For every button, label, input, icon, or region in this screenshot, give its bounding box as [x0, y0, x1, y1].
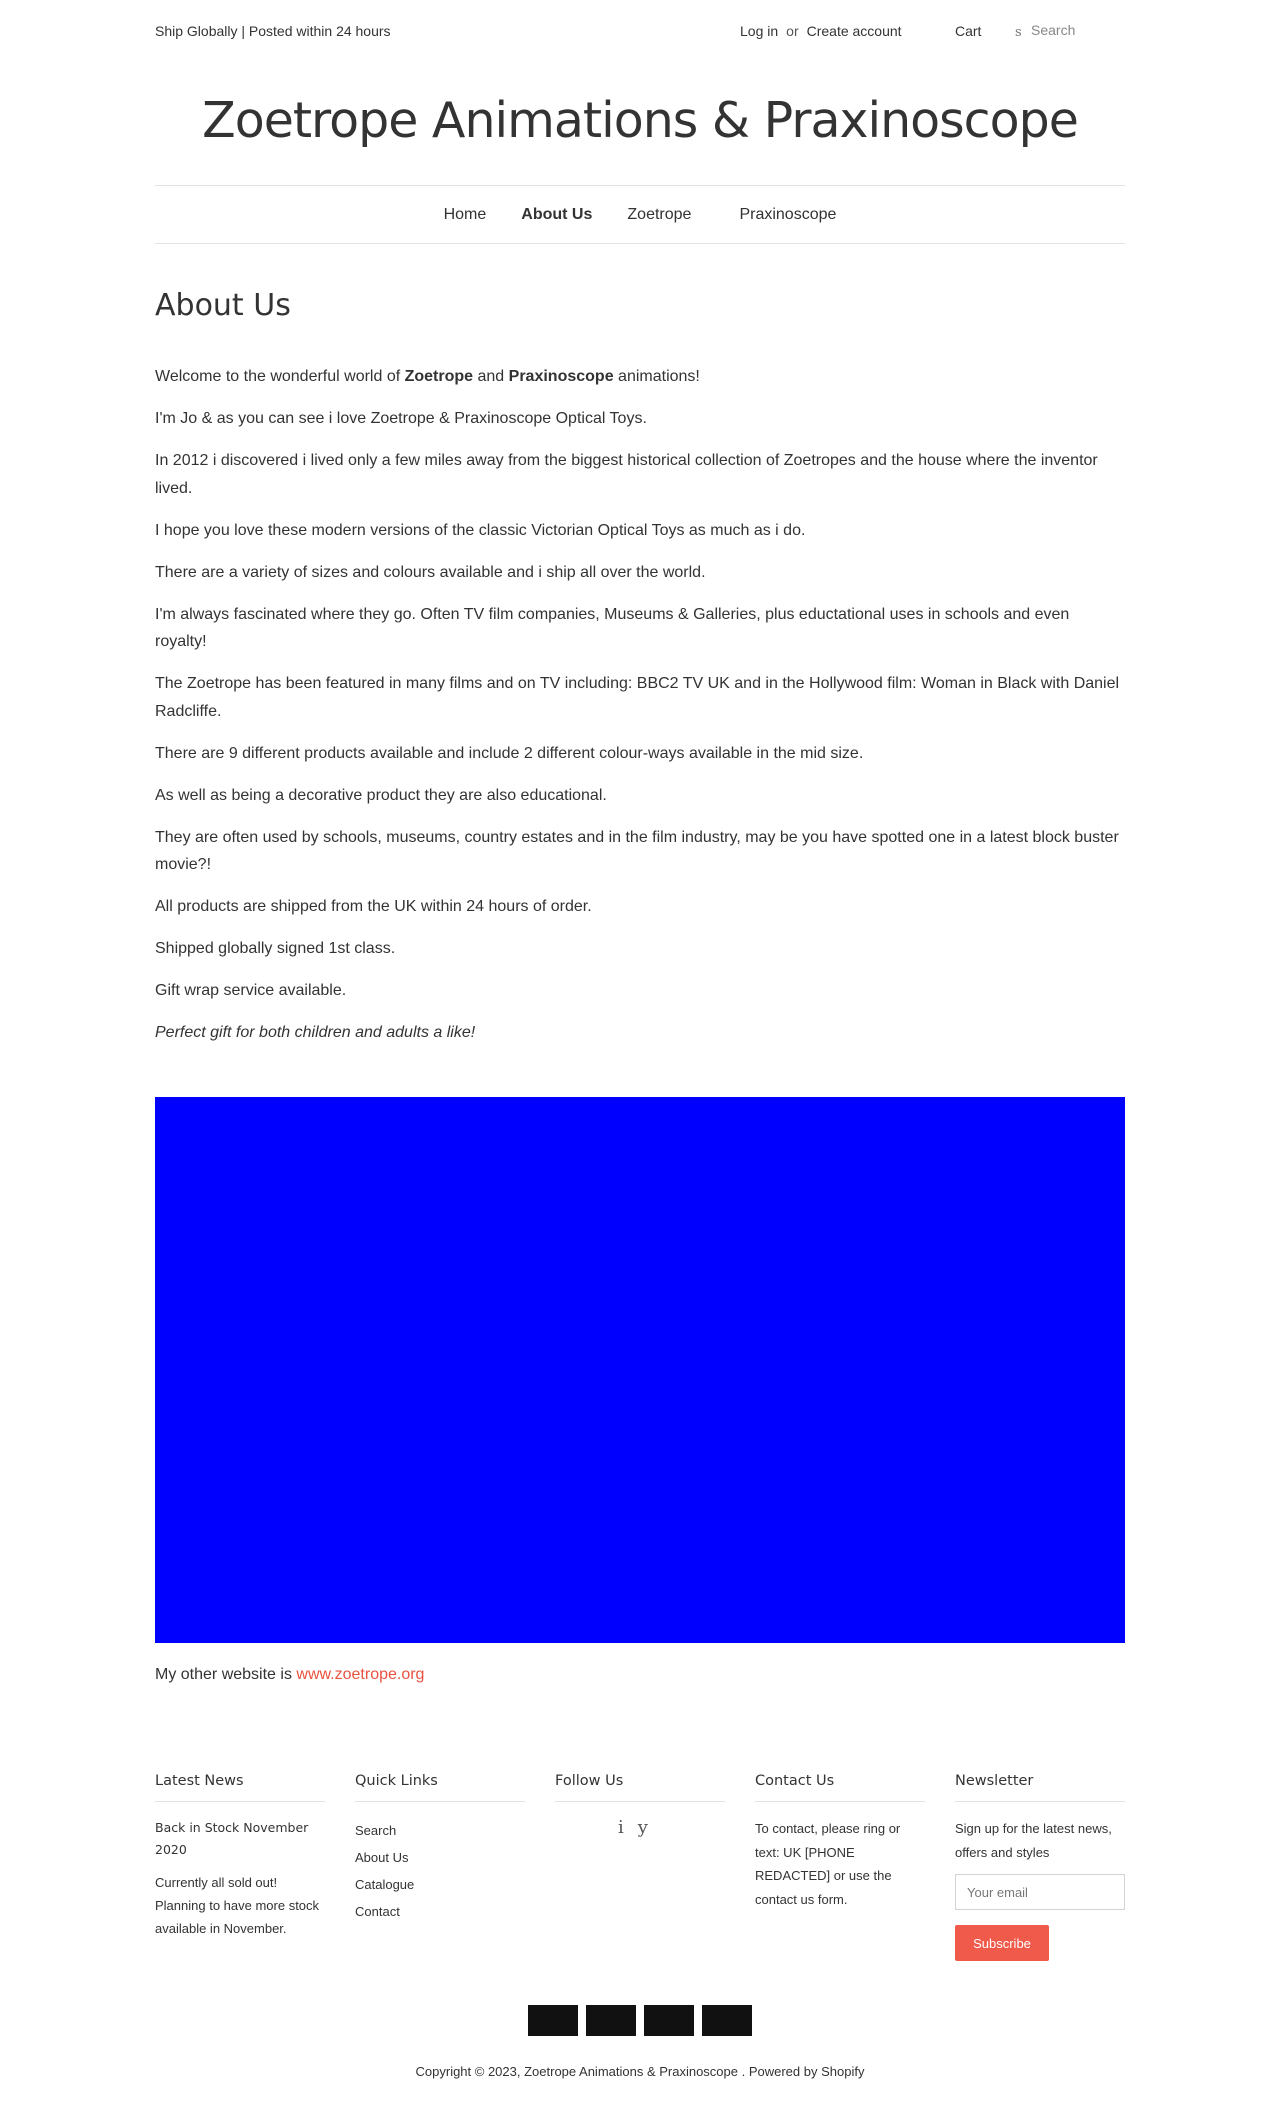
newsletter-email-input[interactable]	[955, 1874, 1125, 1910]
account-links	[740, 23, 902, 39]
footer-heading-quick-links: Quick Links	[355, 1773, 525, 1802]
payment-icon	[644, 2005, 694, 2036]
footer-quick-links	[355, 1773, 525, 1925]
about-text	[155, 363, 1125, 1047]
paragraph: All products are shipped from the UK within 24 hours of order.	[155, 898, 592, 915]
search-icon[interactable]: s	[1015, 25, 1022, 40]
footer-link-search[interactable]: Search	[355, 1823, 397, 1838]
paragraph: They are often used by schools, museums, country estates and in the film industry, may be you have spotted one in a latest block buster movie?!	[155, 828, 1119, 873]
search-input[interactable]	[1031, 19, 1125, 41]
page-title: About Us	[155, 288, 291, 323]
payment-icon	[586, 2005, 636, 2036]
nav-item-zoetrope[interactable]: Zoetrope	[627, 205, 692, 223]
paragraph: As well as being a decorative product they are also educational.	[155, 786, 607, 804]
closing-paragraph	[155, 1019, 1125, 1047]
search-form	[1015, 14, 1125, 48]
shipping-notice: Ship Globally | Posted within 24 hours	[155, 23, 391, 39]
cart-link[interactable]: Cart	[955, 23, 982, 39]
footer-link-about-us[interactable]: About Us	[355, 1850, 409, 1865]
nav-item-praxinoscope[interactable]: Praxinoscope	[739, 205, 837, 223]
paragraph: Shipped globally signed 1st class.	[155, 940, 396, 957]
paragraph: I hope you love these modern versions of the classic Victorian Optical Toys as much as i do.	[155, 521, 806, 539]
nav-item-about-us[interactable]: About Us	[521, 205, 593, 223]
other-website-label: My other website is	[155, 1666, 297, 1683]
main-nav	[155, 185, 1125, 244]
newsletter-text: Sign up for the latest news, offers and styles	[955, 1821, 1112, 1860]
intro-paragraph	[155, 363, 1125, 391]
paragraph: I'm always fascinated where they go. Often TV film companies, Museums & Galleries, plus eductational uses in schools and even royalty!	[155, 605, 1070, 650]
footer-link-contact[interactable]: Contact	[355, 1904, 400, 1919]
main-content	[155, 288, 1125, 1683]
create-account-link[interactable]: Create account	[806, 23, 902, 39]
payment-icon	[702, 2005, 752, 2036]
payment-icons	[0, 2005, 1280, 2036]
top-bar	[155, 0, 1125, 62]
social-icons	[555, 1817, 725, 1838]
instagram-icon[interactable]: i	[618, 1817, 638, 1838]
intro-zoetrope: Zoetrope	[404, 368, 474, 385]
intro-and: and	[473, 368, 509, 385]
paragraph: Gift wrap service available.	[155, 982, 347, 999]
other-website-link[interactable]: www.zoetrope.org	[296, 1666, 425, 1683]
paragraph: The Zoetrope has been featured in many films and on TV including: BBC2 TV UK and in the Hollywood film: Woman in Black with Daniel Radcliffe.	[155, 675, 1120, 720]
paragraph: I'm Jo & as you can see i love Zoetrope & Praxinoscope Optical Toys.	[155, 410, 647, 427]
intro-end: animations!	[613, 368, 700, 385]
paragraph: There are 9 different products available and include 2 different colour-ways available in the mid size.	[155, 744, 864, 762]
other-website	[155, 1666, 424, 1684]
intro-praxinoscope: Praxinoscope	[508, 368, 614, 385]
footer-heading-contact: Contact Us	[755, 1773, 925, 1802]
nav-item-home[interactable]: Home	[443, 205, 487, 223]
login-link[interactable]: Log in	[740, 23, 779, 39]
closing-text: Perfect gift for both children and adults a like!	[155, 1024, 476, 1041]
youtube-icon[interactable]: y	[637, 1817, 662, 1838]
footer-newsletter	[955, 1773, 1125, 1961]
news-title[interactable]: Back in Stock November 2020	[155, 1820, 309, 1857]
subscribe-button[interactable]: Subscribe	[955, 1925, 1049, 1961]
site-title[interactable]: Zoetrope Animations & Praxinoscope	[202, 92, 1078, 149]
copyright: Copyright © 2023, Zoetrope Animations & Praxinoscope . Powered by Shopify	[415, 2064, 865, 2079]
intro-text: Welcome to the wonderful world of	[155, 368, 405, 385]
contact-text: To contact, please ring or text: UK [PHONE REDACTED] or use the contact us form.	[755, 1821, 901, 1907]
paragraph: In 2012 i discovered i lived only a few miles away from the biggest historical collection of Zoetropes and the house where the inventor lived.	[155, 452, 1098, 497]
footer-latest-news	[155, 1773, 325, 1940]
news-text: Currently all sold out! Planning to have more stock available in November.	[155, 1875, 320, 1936]
payment-icon	[528, 2005, 578, 2036]
footer-follow-us	[555, 1773, 725, 1838]
footer-contact-us	[755, 1773, 925, 1911]
footer-heading-news: Latest News	[155, 1773, 325, 1802]
video-embed[interactable]	[155, 1097, 1125, 1643]
footer-heading-newsletter: Newsletter	[955, 1773, 1125, 1802]
footer-heading-follow: Follow Us	[555, 1773, 725, 1802]
paragraph: There are a variety of sizes and colours available and i ship all over the world.	[155, 563, 706, 581]
footer-link-catalogue[interactable]: Catalogue	[355, 1877, 415, 1892]
or-text: or	[786, 23, 799, 39]
